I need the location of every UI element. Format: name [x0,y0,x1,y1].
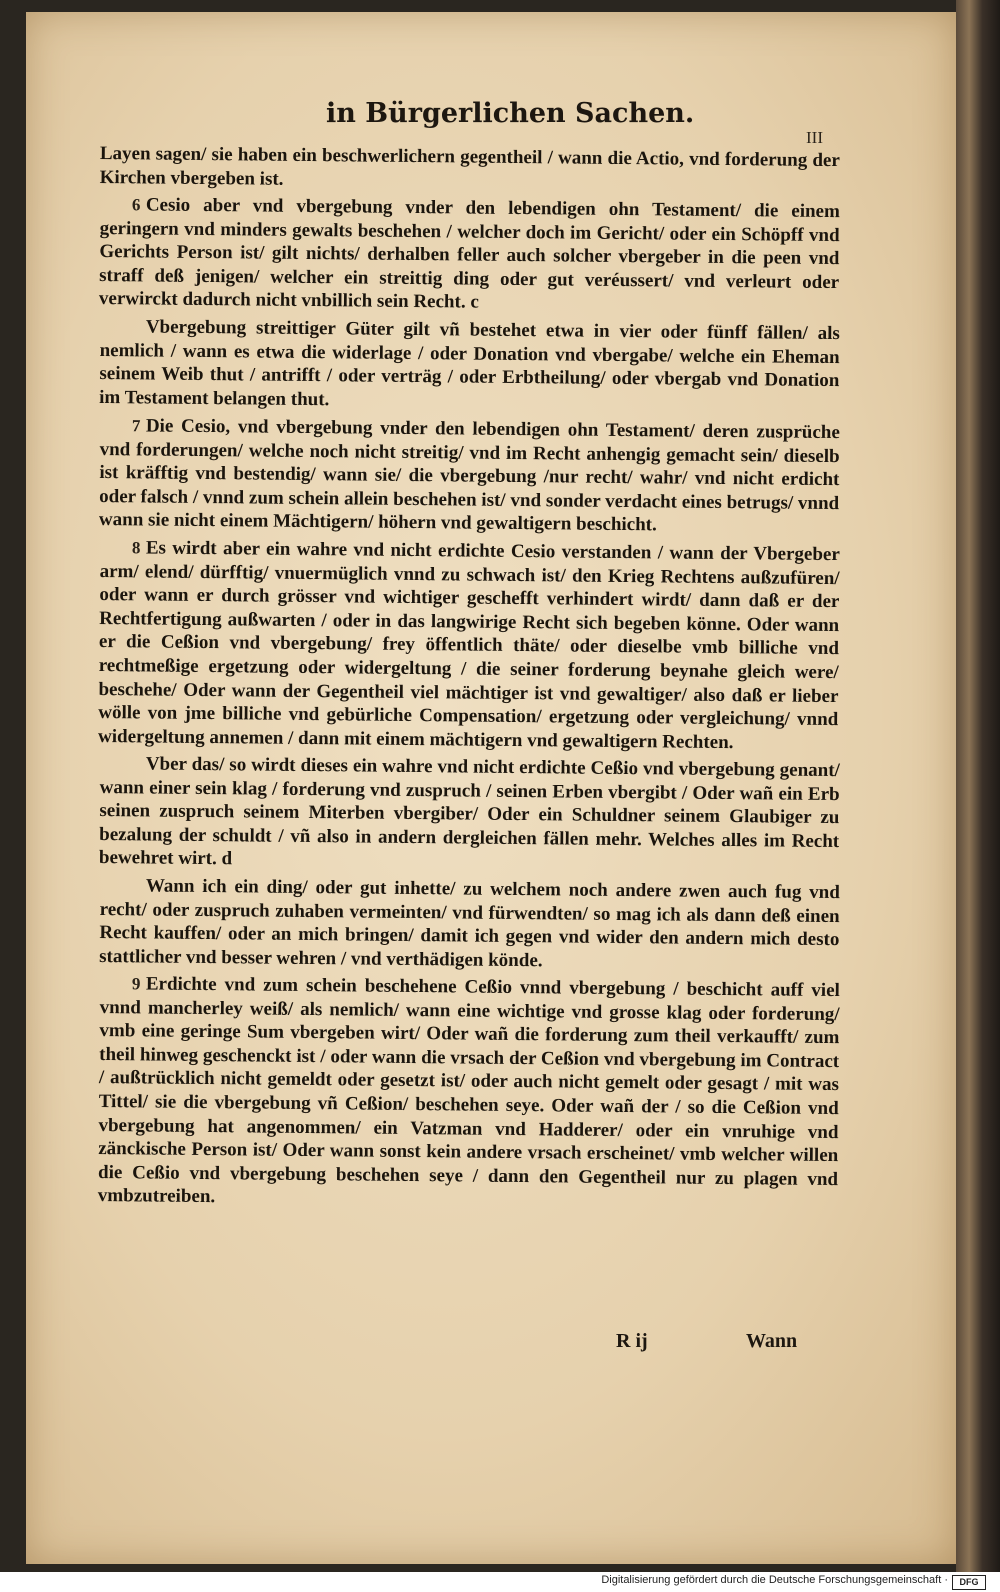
signature-mark: R ij [616,1330,648,1352]
folio-number: III [806,128,823,147]
book-page [26,12,956,1564]
paragraph-text: Die Cesio, vnd vbergebung vnder den lebendigen ohn Testament/ deren zusprüche vnd forderungen/ welche noch nicht streitig/ vnd im Recht anhengig gemacht sein/ dieselb ist kräfftig vnd bestendig/ wann sie/ die vbergebung /nur recht/ wahr/ vnd nicht erdicht oder falsch / vnnd zum schein allein beschehen ist/ vnd sonder verdacht eines betrugs/ vnnd wann sie nicht einem Mächtigern/ höhern vnd gewaltigern beschicht. [98,414,840,536]
body-text [97,142,840,1212]
book-edge [956,0,1000,1572]
paragraph-8 [98,972,840,1215]
page-header [26,90,956,147]
paragraph-text: Erdichte vnd zum schein beschehene Ceßio vnnd vbergebung / beschicht auff viel vnnd mancherley weiß/ als nemlich/ wann eine wichtige vnd grosse klag oder forderung/ vmb eine geringe Sum vbergeben wirt/ Oder wañ die forderung zum theil verkaufft/ zum theil hinweg geschenckt ist / oder wann die vrsach der Ceßion vnd vbergebung im Contract / außtrücklich nicht gemeldt oder gesetzt ist/ oder auch nicht gemelt oder gesagt / mit was Tittel/ sie die vbergebung vñ Ceßion/ beschehen seye. Oder wañ der / so die Ceßion vnd vbergebung hat angenommen/ ein Vatzman vnd Hadderer/ oder ein vnruhige vnd zänckische Person ist/ Oder wann sonst kein andere vrsach erscheinet/ vmb welcher willen die Ceßio vnd vbergebung beschehen seye / dann den Gegentheil nur zu plagen vnd vmbzutreiben. [97,973,840,1208]
page-footer [26,1330,956,1360]
credit-bar [0,1572,1000,1592]
catchword: Wann [746,1330,798,1352]
running-title: in Bürgerlichen Sachen. [326,98,695,129]
paragraph-text: Es wirdt aber ein wahre vnd nicht erdichte Cesio verstanden / wann der Vbergeber arm/ elend/ dürfftig/ vnuermüglich vnnd zu schwach ist/ den Krieg Rechtens außzufüren/ oder wann er durch grösser vnd wichtiger geschefft verhindert wirdt/ dann daß er der Rechtfertigung außwarten / oder in das langwirige Recht sich begeben könne. Oder wann er die Ceßion vnd vbergebung/ frey öffentlich thäte/ oder dieselbe vmb billiche vnd rechtmeßige ergetzung oder widergeltung / die seiner forderung beynahe gleich were/ beschehe/ Oder wann der Gegentheil viel mächtiger ist vnd gewaltiger/ also daß er lieber wölle von jme billiche vnd gebürliche Compensation/ ergetzung oder vergleichung/ vnnd widergeltung annemen / dann mit einem mächtigern vnd gewaltigern Rechten. [97,536,840,753]
paragraph-text: Vbergebung streittiger Güter gilt vñ bestehet etwa in vier oder fünff fällen/ als nemlich / wann es etwa die widerlage / oder Donation vnd vbergabe/ welche ein Eheman seinem Weib thut / antrifft / oder verträg / oder Erbtheilung/ oder vbergab vnd Donation im Testament belangen thut. [99,316,840,411]
margin-number: 6 [131,195,141,215]
credit-text: Digitalisierung gefördert durch die Deutsche Forschungsgemeinschaft · [601,1574,948,1586]
dfg-logo-icon: DFG [952,1575,986,1590]
margin-number: 8 [131,537,141,557]
paragraph-text: Cesio aber vnd vbergebung vnder den lebendigen ohn Testament/ die einem geringern vnd minders gewalts beschehen / welcher doch im Gericht/ oder ein Schöpff vnd Gerichts Person ist/ gilt nichts/ derhalben feller auch solcher vbergeber in die peen vnd straff deß jenigen/ welcher ein streittig ding oder gut veréussert/ vnd verleurt oder verwirckt dadurch nicht vnbillich sein Recht. c [98,194,840,314]
margin-number: 9 [131,974,141,994]
paragraph-2 [99,193,840,318]
paragraph-5 [98,536,840,755]
paragraph-7 [99,874,840,975]
paragraph-text: Vber das/ so wirdt dieses ein wahre vnd nicht erdichte Ceßio vnd vbergebung genant/ wann einer sein klag / forderung vnd zuspruch / seinen Erben vbergibt / Oder wañ ein Erb seinen zuspruch seinem Miterben vbergiber/ Oder ein Schuldner seinem Glaubiger zu bezalung der schuldt / vñ also in andern dergleichen fällen mehr. Welches alles im Recht bewehret wirt. d [98,753,840,870]
paragraph-6 [99,752,840,877]
paragraph-3 [99,315,840,416]
paragraph-1 [100,142,840,196]
paragraph-text: Wann ich ein ding/ oder gut inhette/ zu welchem noch andere zwen auch fug vnd recht/ oder zuspruch zuhaben vermeinten/ vnd fürwendten/ so mag ich als dann deß einen Recht kauffen/ oder an mich bringen/ damit ich gegen vnd wider den andern mich desto stattlicher vnd besser wehren / vnd verthädigen könde. [99,875,840,971]
paragraph-4 [99,414,840,539]
paragraph-text: Layen sagen/ sie haben ein beschwerlichern gegentheil / wann die Actio, vnd forderung der Kirchen vbergeben ist. [99,142,840,190]
margin-number: 7 [131,415,141,435]
